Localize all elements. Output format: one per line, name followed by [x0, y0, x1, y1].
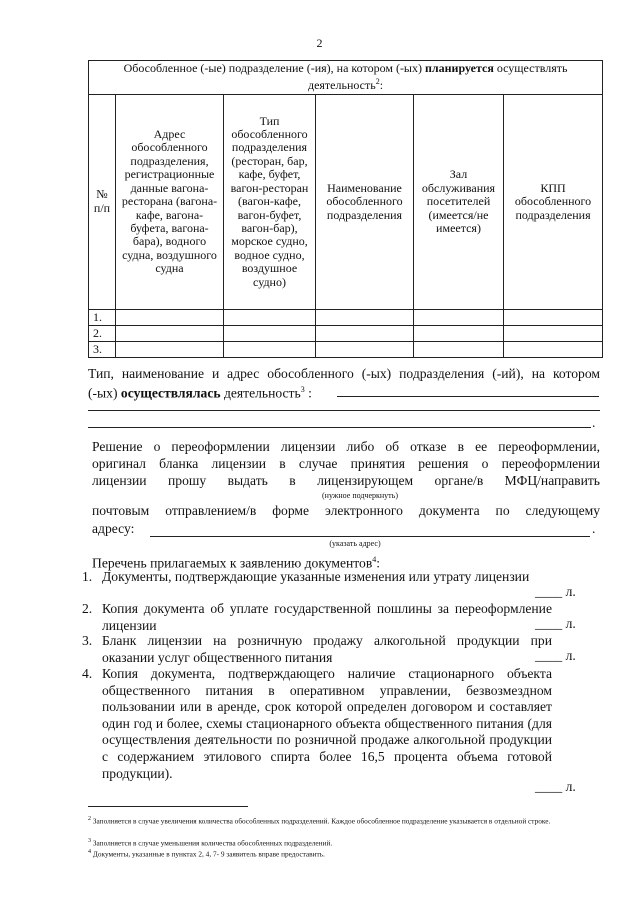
page-count-field[interactable]: ____ л.	[535, 584, 576, 599]
table-cell[interactable]	[316, 341, 414, 357]
header-kpp: КПП обособленного подразделения	[504, 94, 603, 309]
address-note: (указать адрес)	[329, 539, 381, 548]
table-cell[interactable]	[504, 341, 603, 357]
table-cell[interactable]	[224, 325, 316, 341]
row-number: 1.	[89, 309, 116, 325]
table-cell[interactable]	[316, 325, 414, 341]
page-count-field[interactable]: ____ л.	[535, 779, 576, 794]
table-cell[interactable]	[316, 309, 414, 325]
item-number: 2.	[82, 601, 93, 616]
list-item	[82, 666, 552, 782]
item-number: 3.	[82, 633, 93, 648]
table-cell[interactable]	[414, 341, 504, 357]
row-number: 3.	[89, 341, 116, 357]
footnote-2: $^2$ Заполняется в случае увеличения количества обособленных подразделений. Каждое обособленное подразделение указывается в отдельной строке.	[88, 816, 551, 826]
header-type: Тип обособленного подразделения (ресторан, бар, кафе, буфет, вагон-ресторан (вагон-кафе, вагон-буфет, вагон-бар), морское судно, водное судно, воздушное судно)	[224, 94, 316, 309]
decision-line3: лицензии прошу выдать в лицензирующем органе/в МФЦ/направить	[92, 473, 600, 488]
subdivisions-table	[88, 60, 603, 358]
decision-line2: оригинал бланка лицензии в случае принятия решения о переоформлении	[92, 456, 600, 471]
table-row	[89, 341, 603, 357]
header-name: Наименование обособленного подразделения	[316, 94, 414, 309]
item-text: Копия документа об уплате государственной пошлины за переоформление лицензии	[102, 601, 552, 633]
table-row	[89, 309, 603, 325]
address-period: .	[592, 521, 596, 536]
header-number: № п/п	[89, 94, 116, 309]
footnote-4: $^4$ Документы, указанные в пунктах 2, 4, 7- 9 заявитель вправе предоставить.	[88, 849, 325, 859]
table-title: Обособленное (-ые) подразделение (-ия), на котором (-ых) планируется осуществлять деятельность$^2$:	[89, 61, 603, 95]
table-cell[interactable]	[224, 341, 316, 357]
type-period: .	[592, 415, 596, 430]
item-text: Копия документа, подтверждающего наличие стационарного объекта общественного питания в оперативном управлении, безвозмездном пользовании или в аренде, срок которой определен договором и составляет один год и более, схемы стационарного объекта общественного питания (для осуществления деятельности по розничной продаже алкогольной продукции с содержанием этилового спирта более 16,5 процента объема готовой продукции).	[102, 666, 552, 781]
footnote-3: $^3$ Заполняется в случае уменьшения количества обособленных подразделений.	[88, 838, 333, 848]
table-cell[interactable]	[504, 309, 603, 325]
underline-note: (нужное подчеркнуть)	[322, 491, 398, 500]
table-row	[89, 325, 603, 341]
decision-line4: почтовым отправлением/в форме электронного документа по следующему	[92, 503, 600, 518]
page-count-field[interactable]: ____ л.	[535, 616, 576, 631]
page-number: 2	[316, 36, 323, 50]
table-cell[interactable]	[414, 309, 504, 325]
type-input-line-2[interactable]	[88, 410, 600, 411]
table-cell[interactable]	[116, 341, 224, 357]
type-input-line-1[interactable]	[337, 396, 599, 397]
item-text: Документы, подтверждающие указанные изменения или утрату лицензии	[102, 569, 530, 584]
type-input-line-3[interactable]	[88, 427, 591, 428]
header-hall: Зал обслуживания посетителей (имеется/не имеется)	[414, 94, 504, 309]
decision-line1: Решение о переоформлении лицензии либо об отказе в ее переоформлении,	[92, 439, 600, 454]
docs-heading: Перечень прилагаемых к заявлению документов$^4$:	[92, 555, 381, 571]
table-cell[interactable]	[116, 325, 224, 341]
table-cell[interactable]	[224, 309, 316, 325]
table-cell[interactable]	[414, 325, 504, 341]
table-cell[interactable]	[504, 325, 603, 341]
item-text: Бланк лицензии на розничную продажу алкогольной продукции при оказании услуг общественного питания	[102, 633, 552, 665]
page-count-field[interactable]: ____ л.	[535, 648, 576, 663]
type-section-line2: (-ых) осуществлялась деятельность$^3$ :	[88, 385, 312, 401]
table-cell[interactable]	[116, 309, 224, 325]
decision-line5: адресу:	[92, 521, 135, 536]
item-number: 4.	[82, 666, 93, 681]
type-section-line1: Тип, наименование и адрес обособленного (-ых) подразделения (-ий), на котором	[88, 366, 600, 381]
list-item	[82, 633, 552, 666]
header-address: Адрес обособленного подразделения, регистрационные данные вагона-ресторана (вагона-кафе, вагона-буфета, вагона-бара), водного судна, воздушного судна	[116, 94, 224, 309]
address-input-line[interactable]	[150, 536, 590, 537]
footnote-separator	[88, 806, 248, 807]
item-number: 1.	[82, 569, 93, 584]
row-number: 2.	[89, 325, 116, 341]
list-item	[82, 569, 552, 586]
list-item	[82, 601, 552, 634]
